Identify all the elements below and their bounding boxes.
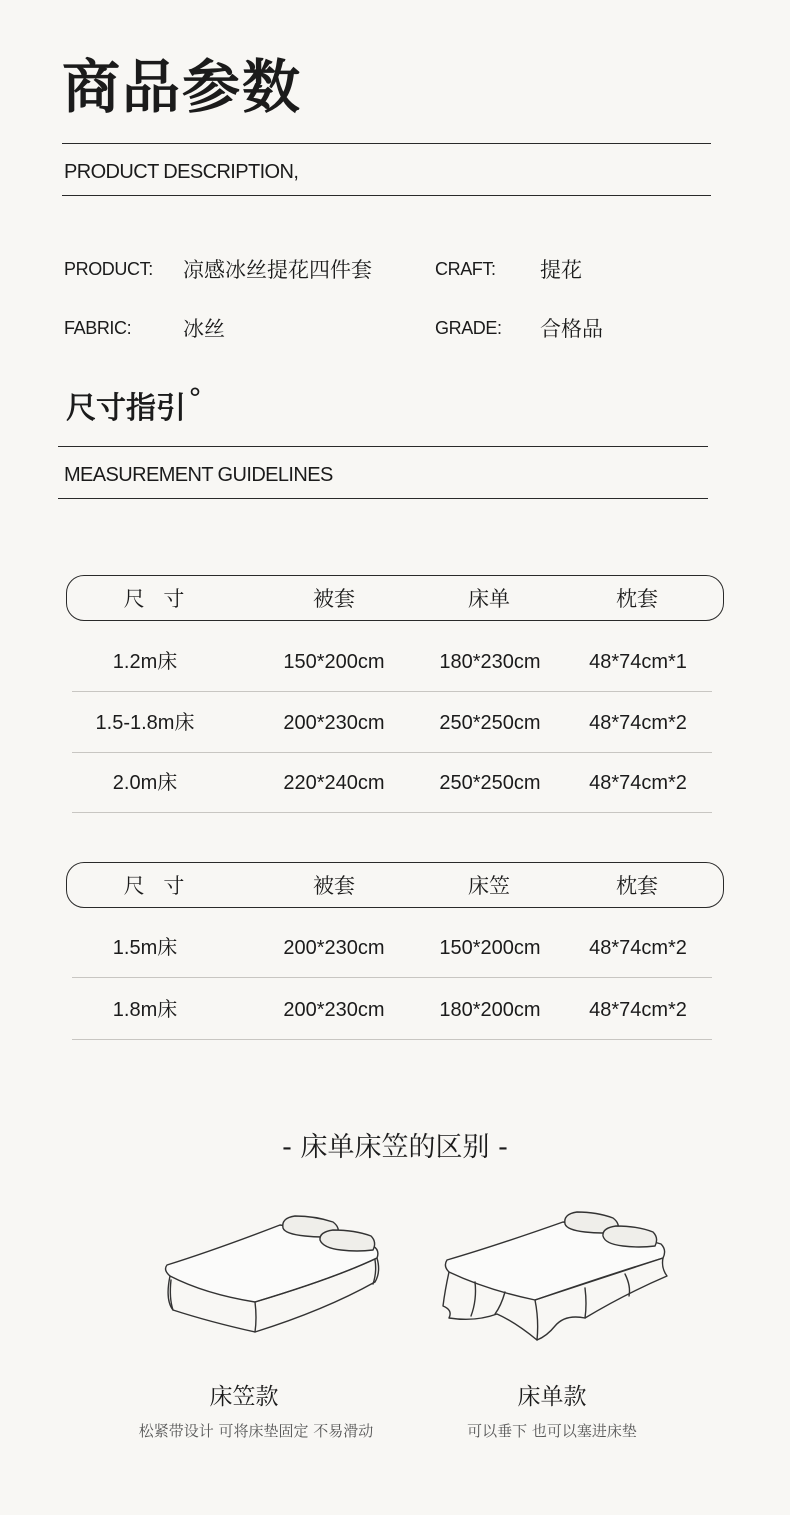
col-header-pillowcase: 枕套 [616,874,658,898]
flat-sheet-label: 床单款 [517,1384,587,1410]
cell: 200*230cm [283,937,385,959]
row-divider [72,1039,712,1040]
row-divider [72,691,712,692]
param-value-fabric: 冰丝 [183,317,225,341]
param-key-grade: GRADE: [435,318,502,338]
cell: 1.5-1.8m床 [95,712,195,734]
divider [62,195,711,196]
table-row [72,632,712,692]
section-subtitle-measure: MEASUREMENT GUIDELINES [64,464,333,486]
col-header-size: 尺 寸 [123,874,191,898]
section-title-measure [66,382,202,430]
row-divider [72,977,712,978]
cell: 2.0m床 [112,772,178,794]
table-row [72,918,712,978]
cell: 250*250cm [439,712,541,734]
cell: 48*74cm*1 [589,651,687,673]
cell: 1.5m床 [112,937,178,959]
cell: 1.8m床 [112,999,178,1021]
param-value-product: 凉感冰丝提花四件套 [183,258,372,282]
divider [62,143,711,144]
col-header-size: 尺 寸 [123,587,191,611]
table-header [66,862,724,908]
col-header-duvet: 被套 [313,874,355,898]
cell: 200*230cm [283,712,385,734]
table-header [66,575,724,621]
param-key-product: PRODUCT: [64,259,153,279]
divider [58,498,708,499]
cell: 200*230cm [283,999,385,1021]
page-subtitle: PRODUCT DESCRIPTION, [64,161,299,183]
difference-title: - 床单床笠的区别 - [282,1132,508,1163]
col-header-sheet: 床单 [468,587,510,611]
cell: 1.2m床 [112,651,178,673]
page-title: 商品参数 [62,53,303,121]
table-row [72,753,712,813]
param-value-grade: 合格品 [540,317,603,341]
param-key-craft: CRAFT: [435,259,496,279]
cell: 48*74cm*2 [589,712,687,734]
cell: 48*74cm*2 [589,937,687,959]
section-title-text: 尺寸指引 [66,391,186,426]
cell: 180*230cm [439,651,541,673]
param-key-fabric: FABRIC: [64,318,132,338]
divider [58,446,708,447]
col-header-fitted-sheet: 床笠 [468,874,510,898]
param-value-craft: 提花 [540,258,582,282]
fitted-sheet-illustration [155,1210,395,1340]
cell: 150*200cm [283,651,385,673]
flat-sheet-illustration [435,1210,675,1350]
col-header-pillowcase: 枕套 [616,587,658,611]
cell: 150*200cm [439,937,541,959]
table-row [72,980,712,1040]
cell: 48*74cm*2 [589,999,687,1021]
fitted-sheet-desc: 松紧带设计 可将床垫固定 不易滑动 [138,1422,374,1440]
row-divider [72,812,712,813]
cell: 250*250cm [439,772,541,794]
col-header-duvet: 被套 [313,587,355,611]
fitted-sheet-label: 床笠款 [209,1384,279,1410]
cell: 220*240cm [283,772,385,794]
table-row [72,693,712,753]
degree-mark: ° [188,382,202,415]
cell: 180*200cm [439,999,541,1021]
flat-sheet-desc: 可以垂下 也可以塞进床垫 [467,1422,637,1440]
cell: 48*74cm*2 [589,772,687,794]
